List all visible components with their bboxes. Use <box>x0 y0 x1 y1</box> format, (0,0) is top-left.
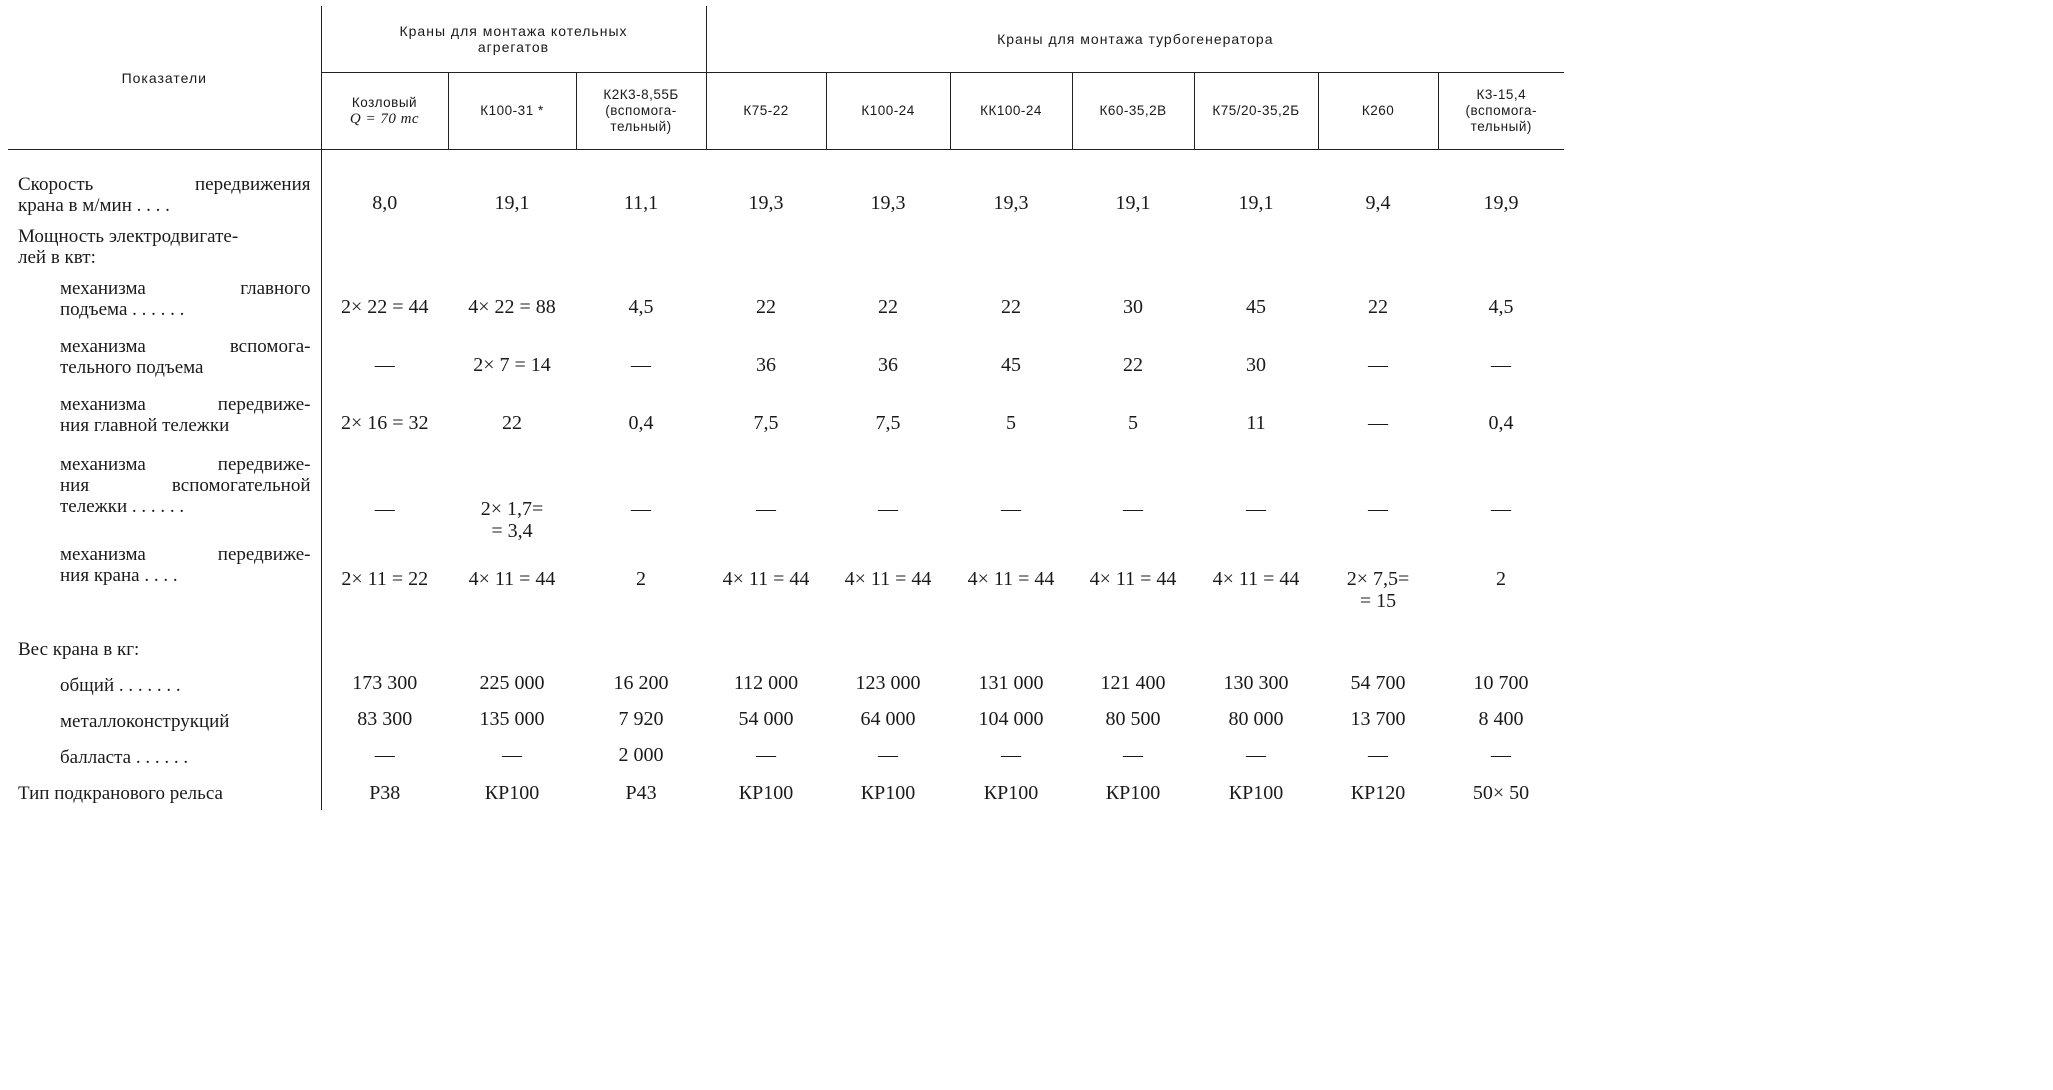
group-boiler-header: Краны для монтажа котельных агрегатов <box>321 6 706 73</box>
cell: 22 <box>502 411 522 434</box>
cell: — <box>756 743 777 766</box>
col-header-2: К100-31 * <box>448 73 576 150</box>
cell: — <box>502 743 522 766</box>
table-row <box>8 150 1564 220</box>
col-header-9: К260 <box>1318 73 1438 150</box>
cell: — <box>374 497 395 520</box>
cell: — <box>1368 353 1389 376</box>
table-row <box>8 612 1564 664</box>
row-label-weight-total: общий . . . . . . . <box>8 664 321 700</box>
cell: 2× 7,5= = 15 <box>1346 567 1410 612</box>
cell: 104 000 <box>978 707 1044 730</box>
cell: 22 <box>756 295 777 318</box>
cell: КР120 <box>1350 781 1406 804</box>
cell: — <box>631 353 652 376</box>
cell: 11 <box>1246 411 1266 434</box>
group-turbo-header: Краны для монтажа турбогенератора <box>706 6 1564 73</box>
cell: 19,9 <box>1483 191 1519 214</box>
cell: 80 000 <box>1228 707 1284 730</box>
cell: 135 000 <box>479 707 545 730</box>
cell: 2 <box>636 567 647 590</box>
cell: — <box>1368 743 1389 766</box>
table-row <box>8 440 1564 544</box>
col-header-7: К60-35,2В <box>1072 73 1194 150</box>
cell: 123 000 <box>855 671 921 694</box>
cell: — <box>1491 497 1512 520</box>
col-header-4: К75-22 <box>706 73 826 150</box>
cell: 19,1 <box>1115 191 1151 214</box>
cell: 0,4 <box>628 411 654 434</box>
cell: 2× 11 = 22 <box>341 567 429 590</box>
cell: 225 000 <box>479 671 545 694</box>
row-label-weight-metal: металлоконструкций <box>8 700 321 736</box>
cell: 2 <box>1496 567 1507 590</box>
cell: 4× 11 = 44 <box>1089 567 1177 590</box>
cell: 4× 11 = 44 <box>722 567 810 590</box>
cell: 4× 11 = 44 <box>967 567 1055 590</box>
row-label-power: Мощность электродвигате- лей в квт: <box>8 220 321 268</box>
cell: 36 <box>878 353 899 376</box>
cell: 19,3 <box>870 191 906 214</box>
col-header-1: Козловый Q = 70 тс <box>321 73 448 150</box>
cell: — <box>1368 497 1389 520</box>
col-header-10: К3-15,4 (вспомога- тельный) <box>1438 73 1564 150</box>
cell: 2× 7 = 14 <box>473 353 551 376</box>
cell: — <box>1001 743 1022 766</box>
cell: 45 <box>1001 353 1022 376</box>
row-label-weight-ballast: балласта . . . . . . <box>8 736 321 772</box>
cell: 19,1 <box>1238 191 1274 214</box>
cell: 5 <box>1006 411 1017 434</box>
row-label-rail-type: Тип подкранового рельса <box>8 772 321 810</box>
row-label-aux-trolley: механизма передвиже- ния вспомогательной тележки . . . . . . <box>8 440 321 544</box>
cell: 13 700 <box>1350 707 1406 730</box>
cell: 5 <box>1128 411 1139 434</box>
cell: КР100 <box>1105 781 1161 804</box>
table-row <box>8 324 1564 382</box>
cell: 2× 16 = 32 <box>340 411 429 434</box>
table-row <box>8 544 1564 612</box>
cell: 19,3 <box>993 191 1029 214</box>
cell: 50× 50 <box>1472 781 1530 804</box>
cell: 2 000 <box>618 743 664 766</box>
cell: 45 <box>1246 295 1267 318</box>
crane-spec-table <box>8 6 1564 810</box>
cell: 22 <box>1368 295 1389 318</box>
cell: 30 <box>1246 353 1267 376</box>
cell: Р43 <box>625 781 657 804</box>
indicators-header: Показатели <box>8 6 321 150</box>
cell: 173 300 <box>352 671 418 694</box>
table-row <box>8 700 1564 736</box>
col-header-5: К100-24 <box>826 73 950 150</box>
cell: 2× 22 = 44 <box>340 295 429 318</box>
cell: 4× 22 = 88 <box>468 295 556 318</box>
cell: 22 <box>878 295 899 318</box>
cell: 4× 11 = 44 <box>844 567 932 590</box>
cell: 16 200 <box>613 671 669 694</box>
cell: 2× 1,7= = 3,4 <box>480 497 544 542</box>
cell: 54 700 <box>1350 671 1406 694</box>
cell: — <box>1123 497 1144 520</box>
cell: 4,5 <box>628 295 654 318</box>
cell: 64 000 <box>860 707 916 730</box>
cell: КР100 <box>738 781 794 804</box>
cell: 19,3 <box>748 191 784 214</box>
cell: КР100 <box>860 781 916 804</box>
cell: 10 700 <box>1473 671 1529 694</box>
cell: 22 <box>1001 295 1022 318</box>
col-header-3: К2К3-8,55Б (вспомога- тельный) <box>576 73 706 150</box>
cell: — <box>1491 353 1512 376</box>
cell: — <box>878 743 899 766</box>
cell: 4,5 <box>1488 295 1514 318</box>
row-label-aux-hoist: механизма вспомога- тельного подъема <box>8 324 321 382</box>
table-row <box>8 220 1564 268</box>
cell: — <box>1123 743 1144 766</box>
cell: 9,4 <box>1365 191 1391 214</box>
row-label-main-trolley: механизма передвиже- ния главной тележки <box>8 382 321 440</box>
row-label-weight: Вес крана в кг: <box>8 612 321 664</box>
cell: 22 <box>1123 353 1144 376</box>
table-row <box>8 772 1564 810</box>
cell: — <box>756 497 777 520</box>
cell: 83 300 <box>357 707 413 730</box>
cell: 7,5 <box>753 411 779 434</box>
cell: — <box>1246 743 1267 766</box>
cell: — <box>1001 497 1022 520</box>
cell: 36 <box>756 353 777 376</box>
cell: КР100 <box>484 781 540 804</box>
table-row <box>8 736 1564 772</box>
cell: Р38 <box>369 781 401 804</box>
cell: — <box>631 497 652 520</box>
cell: КР100 <box>1228 781 1284 804</box>
cell: 121 400 <box>1100 671 1166 694</box>
cell: КР100 <box>983 781 1039 804</box>
cell: 11,1 <box>623 191 659 214</box>
col-header-8: К75/20-35,2Б <box>1194 73 1318 150</box>
cell: — <box>1368 411 1389 434</box>
cell: 30 <box>1123 295 1144 318</box>
cell: 131 000 <box>978 671 1044 694</box>
col-header-6: КК100-24 <box>950 73 1072 150</box>
cell: 8,0 <box>372 191 398 214</box>
cell: 54 000 <box>738 707 794 730</box>
table-row <box>8 268 1564 324</box>
cell: — <box>374 353 395 376</box>
table-row <box>8 382 1564 440</box>
cell: — <box>878 497 899 520</box>
cell: — <box>1491 743 1512 766</box>
table-row <box>8 664 1564 700</box>
row-label-speed: Скорость передвижения крана в м/мин . . . . <box>8 150 321 220</box>
cell: 4× 11 = 44 <box>1212 567 1300 590</box>
cell: 19,1 <box>494 191 530 214</box>
cell: 130 300 <box>1223 671 1289 694</box>
cell: 0,4 <box>1488 411 1514 434</box>
cell: 7,5 <box>875 411 901 434</box>
cell: — <box>374 743 395 766</box>
cell: 8 400 <box>1478 707 1524 730</box>
cell: 4× 11 = 44 <box>468 567 556 590</box>
row-label-crane-travel: механизма передвиже- ния крана . . . . <box>8 544 321 612</box>
row-label-main-hoist: механизма главного подъема . . . . . . <box>8 268 321 324</box>
cell: 7 920 <box>618 707 664 730</box>
cell: 80 500 <box>1105 707 1161 730</box>
cell: 112 000 <box>733 671 799 694</box>
cell: — <box>1246 497 1267 520</box>
